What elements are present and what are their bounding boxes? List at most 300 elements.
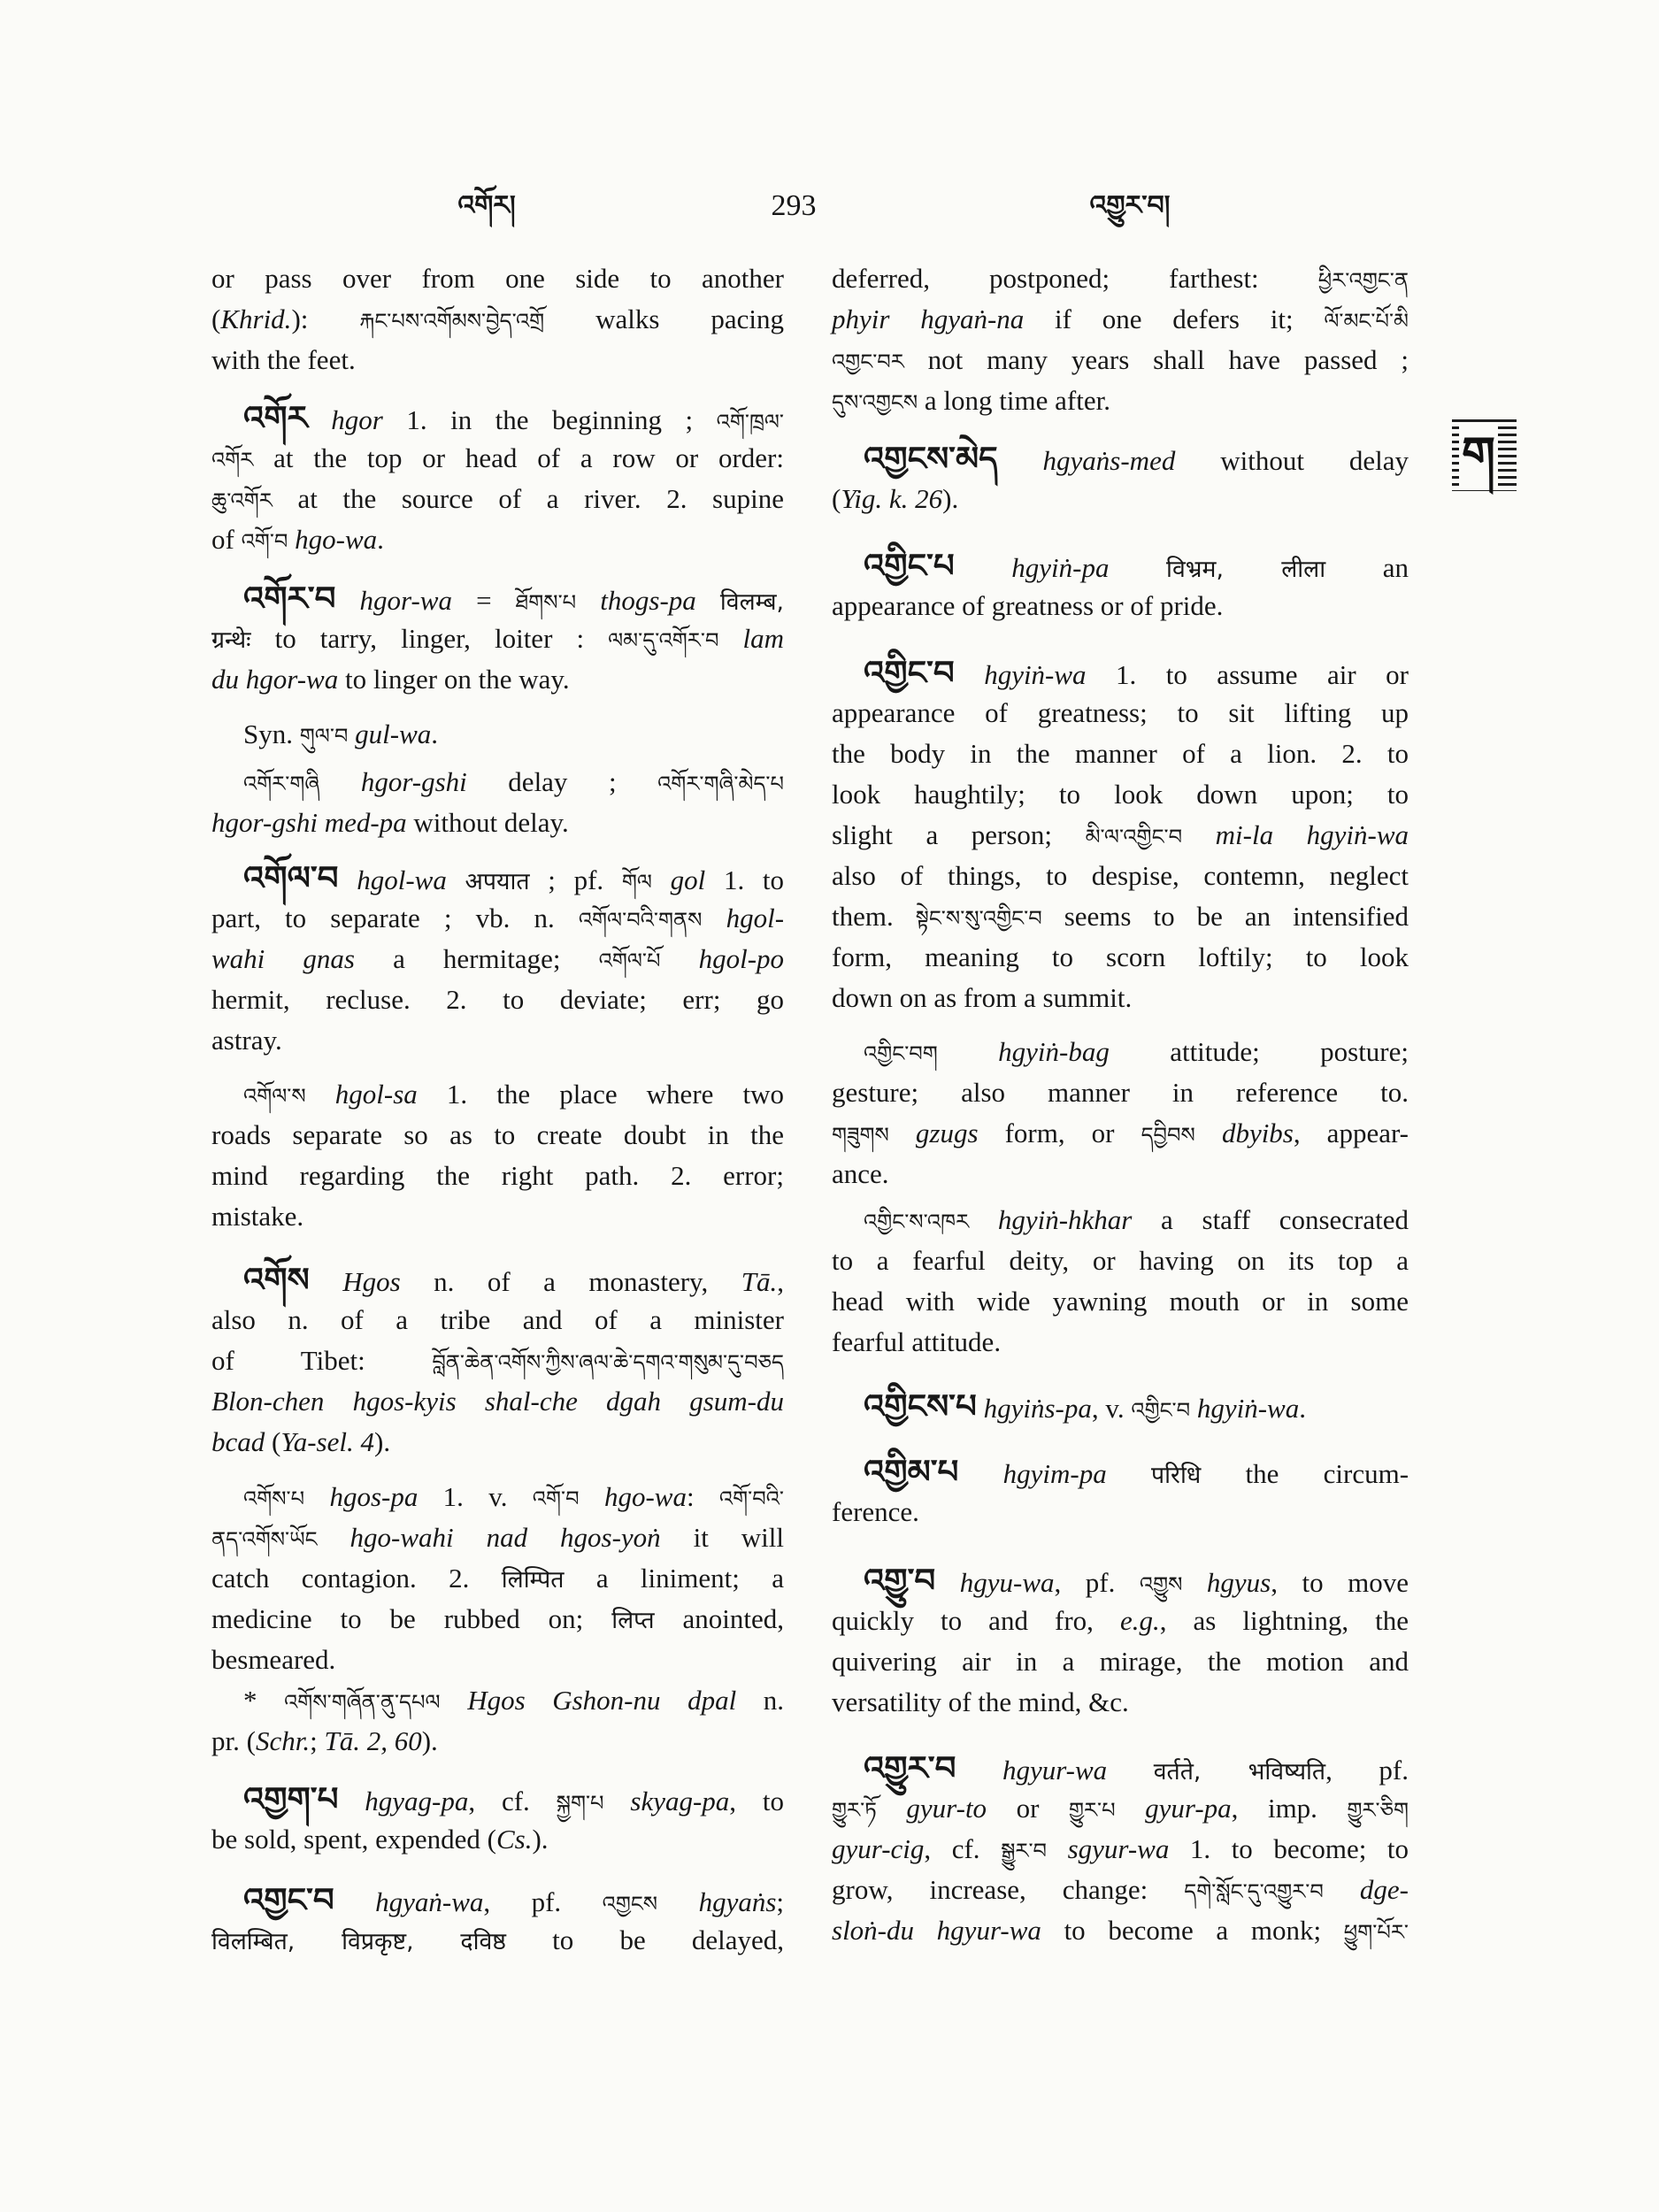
transliteration: Ya-sel. 4 [280,1426,374,1457]
dictionary-entry [832,652,1409,1018]
english-text: , pf. [1325,1755,1409,1786]
transliteration: dbyibs [1221,1118,1294,1148]
english-text: with the feet. [211,344,356,375]
english-text [319,766,361,797]
english-text: without delay. [406,807,569,838]
english-text: to tarry, linger, loiter : [250,623,609,654]
english-text [969,1204,998,1235]
english-text [334,1886,375,1917]
text-line [211,762,784,803]
english-text [441,1685,468,1716]
english-text: without delay [1175,445,1409,476]
transliteration: hgor-gshi med-pa [211,807,407,838]
transliteration: hgyaṅs-med [1042,445,1176,476]
text-line [211,397,784,438]
sanskrit-text: विलम्बित, विप्रकृष्ट, दविष्ठ [211,1928,507,1955]
headword: འགོར [243,398,308,437]
english-text: ance. [832,1158,889,1189]
right-column [832,258,1409,1951]
tibetan-text: སྒྱུར་བ [1001,1839,1048,1863]
transliteration: Yig. k. 26 [841,483,943,514]
english-text: to a fearful deity, or having on its top a [832,1245,1409,1276]
english-text: of Tibet: [211,1345,433,1376]
transliteration: hgol-wa [357,864,447,895]
text-line [211,1819,784,1860]
text-line [832,896,1409,937]
headword: འགྱངས་མེད [864,439,998,478]
dictionary-entry [211,258,784,380]
text-line [211,1558,784,1599]
dictionary-entry [211,1259,784,1463]
english-text: the body in the manner of a lion. 2. to [832,738,1409,769]
transliteration: hgor-gshi [360,766,467,797]
english-text [955,659,984,690]
tibetan-text: འགོལ་བའི་གནས [578,908,703,933]
english-text: ). [421,1725,438,1756]
english-text [335,585,359,616]
transliteration: hgyiṅs-pa [983,1393,1092,1424]
dictionary-entry [832,258,1409,421]
text-line [832,1322,1409,1363]
text-line [211,1020,784,1061]
tibetan-text: ལོ་མང་པོ་མི [1324,309,1409,334]
english-text: form, or [978,1118,1141,1148]
text-line [211,1517,784,1558]
transliteration: hgyiṅ-wa [984,659,1087,690]
thumb-index-letter: ག [1459,423,1498,487]
tibetan-text: གུལ་བ [299,724,349,749]
english-text [657,1886,698,1917]
sanskrit-text: परिधि [1151,1462,1202,1489]
transliteration: hgyiṅ-hkhar [997,1204,1133,1235]
english-text: ( [265,1426,281,1457]
transliteration: Tā. 2, 60 [324,1725,422,1756]
transliteration: sloṅ-du hgyur-wa [832,1915,1041,1946]
english-text: Syn. [243,718,300,749]
english-text [447,864,465,895]
transliteration: gyur-cig [832,1833,925,1864]
text-line [211,340,784,380]
text-line [832,1492,1409,1532]
dictionary-entry [832,438,1409,519]
text-line [211,1381,784,1422]
text-line [832,733,1409,774]
tibetan-text: སྐྱག་པ [556,1791,604,1816]
english-text: ). [532,1824,549,1855]
english-text: : [686,1481,719,1512]
tibetan-text: འགོལ་ས [243,1084,306,1109]
english-text [1107,1755,1154,1786]
text-line [211,1074,784,1115]
sanskrit-text: लिम्पित [501,1566,565,1594]
english-text: ): [291,303,360,334]
running-head-right: འགྱུར་བ། [1089,190,1171,221]
english-text: anointed, [654,1603,784,1634]
headword: འགྱིམ་པ [864,1452,959,1491]
tibetan-text: འགྱང་བར [832,349,904,374]
tibetan-text: གྱུར་པ [1068,1798,1116,1823]
english-text: ; [776,1886,785,1917]
transliteration: gyur-to [906,1793,987,1824]
english-text: 1. in the beginning ; [382,404,717,435]
english-text: them. [832,901,916,932]
transliteration: hgor-wa [359,585,452,616]
dictionary-entry [211,397,784,560]
text-line [832,1072,1409,1113]
tibetan-text: འགོས་པ [243,1486,305,1511]
english-text: . [1299,1393,1306,1424]
english-text [338,1786,365,1816]
transliteration: dge- [1359,1874,1409,1905]
transliteration: Hgos Gshon-nu dpal [467,1685,737,1716]
transliteration: hgyur-wa [1002,1755,1108,1786]
text-line [211,299,784,340]
page-number: 293 [771,189,817,222]
tibetan-text: འགོ་ཁྲལ་ [716,410,785,434]
english-text: to become a monk; [1041,1915,1344,1946]
english-text: , pf. [483,1886,603,1917]
english-text: delay ; [466,766,658,797]
text-line [211,898,784,939]
english-text [604,1786,631,1816]
dictionary-entry [211,857,784,1061]
sanskrit-text: विभ्रम, लीला [1166,556,1326,583]
english-text: ; pf. [529,864,622,895]
dictionary-entry [832,1200,1409,1363]
text-line [211,578,784,618]
headword: འགོས [243,1260,310,1299]
english-text: be sold, spent, expended ( [211,1824,496,1855]
tibetan-text: ཕྱིར་འགྱང་ན [1317,268,1409,293]
text-line [832,693,1409,733]
tibetan-text: ཆུ་འགོར [211,488,273,513]
text-line [211,1196,784,1237]
tibetan-text: འགོར [211,448,254,472]
dictionary-entry [211,714,784,755]
transliteration: gul-wa [355,718,432,749]
dictionary-entry [211,1074,784,1237]
text-line [211,519,784,560]
english-text [1324,1874,1360,1905]
text-line [832,1240,1409,1281]
sanskrit-text: लिप्त [611,1607,655,1634]
english-text [956,1755,1002,1786]
text-line [211,1778,784,1819]
english-text [304,1481,329,1512]
tibetan-text: འགྱངས [602,1892,658,1916]
text-line [211,939,784,979]
text-line [832,1154,1409,1194]
english-text: ). [374,1426,391,1457]
english-text: ( [832,483,841,514]
transliteration: hgyiṅ-wa [1196,1393,1300,1424]
transliteration: hgyaṅ-wa [375,1886,484,1917]
dictionary-entry [211,1778,784,1860]
english-text: a liniment; a [564,1563,784,1594]
transliteration: lam [742,623,785,654]
text-line [832,586,1409,626]
english-text: part, to separate ; vb. n. [211,902,579,933]
english-text: , as lightning, the [1159,1605,1409,1636]
text-line [211,1115,784,1156]
text-line [211,1640,784,1680]
text-line [211,1879,784,1920]
english-text: at the source of a river. 2. supine [272,483,784,514]
english-text [339,864,357,895]
transliteration: mi-la hgyiṅ-wa [1215,819,1409,850]
transliteration: e.g. [1119,1605,1160,1636]
text-line [832,299,1409,340]
text-line [211,857,784,898]
text-line [832,856,1409,896]
english-text [580,1481,604,1512]
english-text [702,902,726,933]
headword: འགྱིང་བ [864,653,955,692]
tibetan-text: ལམ་དུ་འགོར་བ [608,628,719,653]
transliteration: hgyim-pa [1002,1458,1107,1489]
english-text: pr. ( [211,1725,256,1756]
text-line [832,1747,1409,1788]
english-text [308,404,332,435]
english-text: a long time after. [918,385,1110,416]
english-text: mistake. [211,1201,304,1232]
dictionary-entry [832,1747,1409,1951]
text-line [211,1259,784,1300]
english-text: n. [736,1685,785,1716]
text-line [832,1281,1409,1322]
running-head-left: འགོར། [457,190,516,221]
english-text [977,1393,984,1424]
english-text [1107,1458,1151,1489]
tibetan-text: ཐོགས་པ [515,590,577,615]
headword: འགྱིངས་པ [864,1386,977,1425]
transliteration: du hgor-wa [211,664,339,695]
english-text [1182,819,1216,850]
english-text [318,1522,350,1553]
transliteration: hgyiṅ-bag [998,1036,1110,1067]
transliteration: hgo-wahi nad hgos-yoṅ [349,1522,661,1553]
text-line [211,258,784,299]
english-text: head with wide yawning mouth or in some [832,1286,1409,1317]
transliteration: wahi gnas [211,943,355,974]
dictionary-entry [832,1032,1409,1194]
text-line [832,1870,1409,1910]
english-text: it will [660,1522,785,1553]
transliteration: gyur-pa [1145,1793,1232,1824]
headword: འགོར་བ [243,579,336,618]
tibetan-text: དུས་འགྱངས [832,390,918,415]
transliteration: hgyaṅs [698,1886,777,1917]
text-line [211,1920,784,1961]
text-line [211,1300,784,1340]
english-text: medicine to be rubbed on; [211,1603,612,1634]
text-line [832,815,1409,856]
english-text: look haughtily; to look down upon; to [832,779,1409,810]
sanskrit-text: विलम्ब, [719,588,785,616]
english-text: an [1325,552,1409,583]
text-line [832,774,1409,815]
english-text [935,1567,960,1598]
dictionary-entry [211,762,784,843]
tibetan-text: དགེ་སློང་དུ་འགྱུར་བ [1184,1879,1324,1904]
dictionary-entry [832,1386,1409,1426]
transliteration: hgyiṅ-pa [1011,552,1110,583]
text-line [211,438,784,479]
english-text: deferred, postponed; farthest: [832,263,1318,294]
transliteration: hgyus [1206,1567,1271,1598]
english-text: ( [211,303,221,334]
text-line [832,1113,1409,1154]
tibetan-text: མི་ལ་འགྱིང་བ [1085,825,1183,849]
english-text: or [987,1793,1069,1824]
english-text: to linger on the way. [338,664,570,695]
dictionary-entry [832,1451,1409,1532]
text-line [211,1340,784,1381]
text-line [211,1477,784,1517]
english-text [696,585,720,616]
text-line [832,1451,1409,1492]
text-line [832,545,1409,586]
english-text: of [211,524,242,555]
english-text: versatility of the mind, &c. [832,1686,1129,1717]
english-text: 1. to [705,864,784,895]
headword: འགྱིང་པ [864,546,955,585]
tibetan-text: འགོལ་པོ [598,949,661,973]
english-text: , to [729,1786,784,1816]
text-line [211,1422,784,1463]
english-text [660,943,698,974]
thumb-index-tab [1452,419,1517,491]
english-text [576,585,600,616]
english-text: hermit, recluse. 2. to deviate; err; go [211,984,784,1015]
dictionary-entry [211,1879,784,1961]
text-line [832,1032,1409,1072]
text-line [832,258,1409,299]
text-line [211,1680,784,1721]
tibetan-text: འགོར་གཞི [243,772,320,796]
left-column [211,258,784,1961]
english-text: quickly to and fro, [832,1605,1120,1636]
english-text: or pass over from one side to another [211,263,784,294]
english-text: if one defers it; [1024,303,1325,334]
tibetan-text: འགོར་གཞི་མེད་པ [657,772,785,796]
text-line [211,714,784,755]
english-text [955,552,1012,583]
text-line [211,618,784,659]
text-line [832,1641,1409,1682]
english-text: grow, increase, change: [832,1874,1185,1905]
english-text: * [243,1685,285,1716]
english-text [877,1793,907,1824]
sanskrit-text: ग्रन्थेः [211,626,251,654]
sanskrit-text: वर्तते, भविष्यति [1153,1758,1326,1786]
english-text: a hermitage; [354,943,599,974]
english-text [306,1079,335,1110]
english-text: roads separate so as to create doubt in the [211,1119,784,1150]
tibetan-text: འགོ་བའི་ [718,1486,785,1511]
english-text: , cf. [924,1833,1002,1864]
transliteration: hgol-sa [334,1079,418,1110]
english-text: , cf. [468,1786,557,1816]
transliteration: hgos-pa [329,1481,419,1512]
english-text [1047,1833,1068,1864]
english-text [889,1118,916,1148]
tibetan-text: གོལ [621,870,652,895]
text-line [211,803,784,843]
english-text [1182,1567,1207,1598]
english-text: seems to be an intensified [1041,901,1409,932]
english-text [958,1458,1002,1489]
text-line [832,380,1409,421]
dictionary-entry [832,1560,1409,1723]
transliteration: hgyu-wa [959,1567,1055,1598]
headword: འགོལ་བ [243,858,339,897]
text-line [211,979,784,1020]
english-text [310,1266,342,1297]
english-text: walks pacing [544,303,784,334]
tibetan-text: འགོ་བ [532,1486,580,1511]
english-text: = [451,585,516,616]
english-text [1190,1393,1197,1424]
english-text [1116,1793,1146,1824]
english-text: form, meaning to scorn loftily; to look [832,941,1409,972]
english-text: . [431,718,439,749]
english-text: , [777,1266,785,1297]
text-line [832,1386,1409,1426]
english-text: appearance of greatness or of pride. [832,590,1224,621]
text-line [832,978,1409,1018]
transliteration: hgo-wa [603,1481,687,1512]
english-text: also of things, to despise, contemn, neglect [832,860,1409,891]
transliteration: hgo-wa [295,524,378,555]
headword: འགྱུ་བ [864,1561,936,1600]
english-text [938,1036,998,1067]
english-text: mind regarding the right path. 2. error; [211,1160,784,1191]
dictionary-entry [211,578,784,700]
english-text [288,524,295,555]
english-text [1109,552,1166,583]
english-text: slight a person; [832,819,1086,850]
transliteration: gzugs [915,1118,979,1148]
dictionary-entry [211,1477,784,1680]
text-line [211,1721,784,1762]
text-line [832,937,1409,978]
english-text: fearful attitude. [832,1326,1002,1357]
english-text: ference. [832,1496,919,1527]
english-text: , v. [1091,1393,1132,1424]
text-line [211,479,784,519]
english-text: 1. to become; to [1169,1833,1409,1864]
english-text: 1. the place where two [417,1079,784,1110]
english-text: besmeared. [211,1644,336,1675]
transliteration: hgor [331,404,383,435]
text-line [832,479,1409,519]
tibetan-text: འགྱིང་བག [864,1041,938,1066]
headword: འགྱག་པ [243,1779,339,1818]
tibetan-text: དབྱིབས [1141,1123,1195,1148]
english-text: , appear- [1293,1118,1409,1148]
english-text: a staff consecrated [1132,1204,1409,1235]
text-line [832,1560,1409,1601]
english-text: down on as from a summit. [832,982,1133,1013]
english-text [718,623,742,654]
sanskrit-text: अपयात [465,868,530,895]
transliteration: Tā. [741,1266,778,1297]
text-line [832,1829,1409,1870]
english-text: appearance of greatness; to sit lifting up [832,697,1409,728]
text-line [832,1601,1409,1641]
dictionary-entry [832,545,1409,626]
